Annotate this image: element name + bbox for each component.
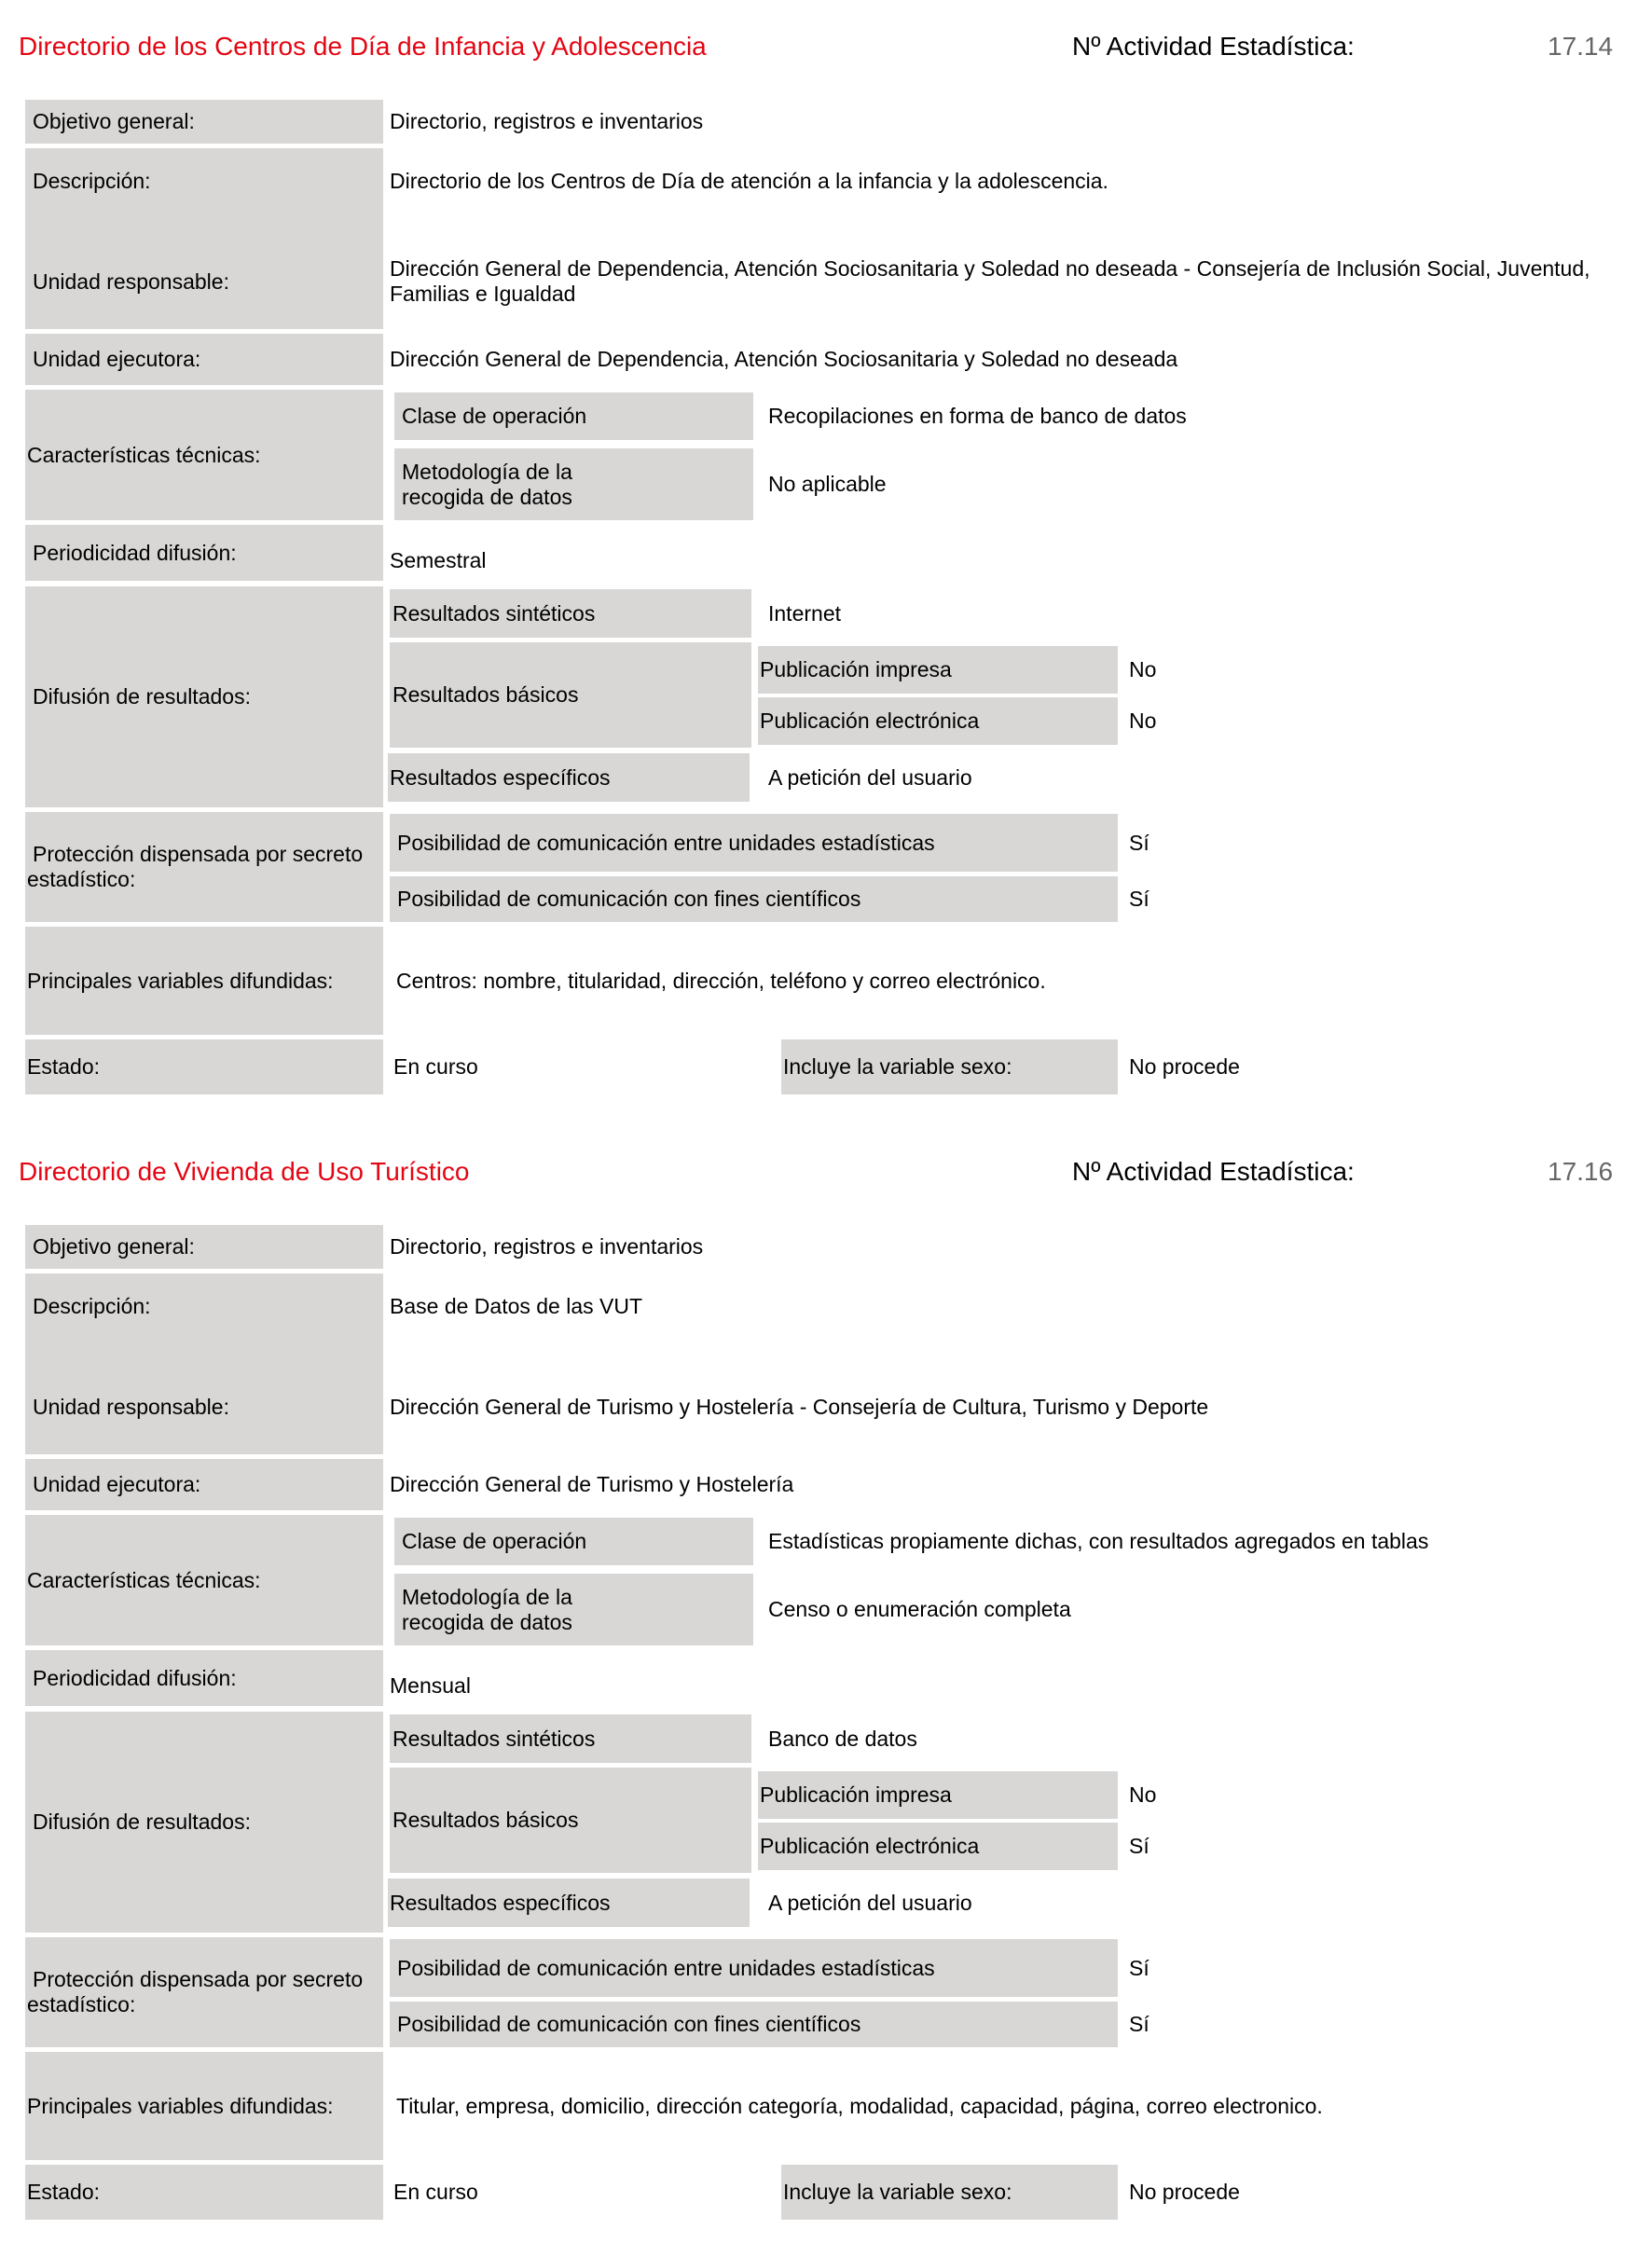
- publicacion-electronica-value: Sí: [1129, 1834, 1150, 1858]
- variables-difundidas-value: Titular, empresa, domicilio, dirección categoría, modalidad, capacidad, página, correo electronico.: [396, 2093, 1323, 2118]
- resultados-especificos-label: Resultados específicos: [388, 753, 750, 802]
- comunicacion-cientificos-label: Posibilidad de comunicación con fines científicos: [390, 2002, 1118, 2047]
- metodologia-label: Metodología de la recogida de datos: [394, 448, 753, 520]
- variable-sexo-value: No procede: [1129, 1054, 1240, 1079]
- objetivo-general-label: Objetivo general:: [25, 100, 383, 144]
- proteccion-secreto-label: Protección dispensada por secreto estadístico:: [25, 1937, 383, 2047]
- activity-number-label: Nº Actividad Estadística:: [1072, 1157, 1355, 1186]
- variable-sexo-label: Incluye la variable sexo:: [781, 2165, 1118, 2220]
- variable-sexo-value: No procede: [1129, 2180, 1240, 2204]
- metodologia-value: No aplicable: [768, 472, 887, 496]
- clase-operacion-value: Recopilaciones en forma de banco de datos: [768, 404, 1187, 428]
- difusion-resultados-label: Difusión de resultados:: [25, 586, 383, 807]
- caracteristicas-tecnicas-label: Características técnicas:: [25, 1515, 383, 1645]
- estado-value: En curso: [393, 2180, 478, 2204]
- publicacion-electronica-label: Publicación electrónica: [758, 1823, 1118, 1870]
- publicacion-impresa-value: No: [1129, 657, 1157, 681]
- statistical-activity-section: [0, 1125, 1652, 2244]
- clase-operacion-label: Clase de operación: [394, 392, 753, 440]
- estado-label: Estado:: [25, 2165, 383, 2220]
- unidad-responsable-value: Dirección General de Dependencia, Atención Sociosanitaria y Soledad no deseada - Consejería de Inclusión Social, Juventud, Familias e Igualdad: [390, 256, 1590, 306]
- objetivo-general-value: Directorio, registros e inventarios: [390, 1234, 704, 1259]
- unidad-ejecutora-value: Dirección General de Turismo y Hostelería: [390, 1472, 794, 1496]
- unidad-responsable-label: Unidad responsable:: [33, 1394, 229, 1419]
- comunicacion-cientificos-label: Posibilidad de comunicación con fines científicos: [390, 876, 1118, 922]
- periodicidad-label: Periodicidad difusión:: [25, 1650, 383, 1706]
- statistical-activity-section: [0, 0, 1652, 1119]
- estado-label: Estado:: [25, 1039, 383, 1094]
- metodologia-label: Metodología de la recogida de datos: [394, 1574, 753, 1645]
- resultados-sinteticos-label: Resultados sintéticos: [390, 589, 751, 638]
- activity-number: 17.16: [1548, 1157, 1614, 1186]
- descripcion-label: Descripción:: [33, 168, 151, 193]
- estado-value: En curso: [393, 1054, 478, 1079]
- resultados-sinteticos-value: Internet: [768, 600, 841, 626]
- publicacion-impresa-value: No: [1129, 1782, 1157, 1807]
- clase-operacion-label: Clase de operación: [394, 1518, 753, 1565]
- variables-difundidas-value: Centros: nombre, titularidad, dirección, teléfono y correo electrónico.: [396, 968, 1046, 993]
- publicacion-electronica-value: No: [1129, 709, 1157, 733]
- descripcion-value: Directorio de los Centros de Día de atención a la infancia y la adolescencia.: [390, 168, 1108, 193]
- difusion-resultados-label: Difusión de resultados:: [25, 1712, 383, 1933]
- variable-sexo-label: Incluye la variable sexo:: [781, 1039, 1118, 1094]
- periodicidad-label: Periodicidad difusión:: [25, 525, 383, 581]
- publicacion-impresa-label: Publicación impresa: [758, 1771, 1118, 1819]
- descripcion-label: Descripción:: [33, 1293, 151, 1318]
- comunicacion-unidades-value: Sí: [1129, 830, 1150, 855]
- variables-difundidas-label: Principales variables difundidas:: [25, 2052, 383, 2160]
- comunicacion-unidades-label: Posibilidad de comunicación entre unidades estadísticas: [390, 1939, 1118, 1997]
- activity-number-label: Nº Actividad Estadística:: [1072, 32, 1355, 61]
- objetivo-general-label: Objetivo general:: [25, 1225, 383, 1269]
- objetivo-general-value: Directorio, registros e inventarios: [390, 109, 704, 133]
- resultados-especificos-value: A petición del usuario: [768, 1890, 972, 1915]
- activity-number: 17.14: [1548, 32, 1614, 61]
- unidad-responsable-label: Unidad responsable:: [33, 268, 229, 294]
- descripcion-value: Base de Datos de las VUT: [390, 1293, 643, 1318]
- clase-operacion-value: Estadísticas propiamente dichas, con resultados agregados en tablas: [768, 1529, 1429, 1553]
- resultados-sinteticos-value: Banco de datos: [768, 1726, 917, 1751]
- unidad-ejecutora-label: Unidad ejecutora:: [25, 334, 383, 385]
- resultados-basicos-label: Resultados básicos: [390, 1768, 751, 1873]
- comunicacion-cientificos-value: Sí: [1129, 2012, 1150, 2036]
- metodologia-value: Censo o enumeración completa: [768, 1597, 1071, 1621]
- publicacion-impresa-label: Publicación impresa: [758, 646, 1118, 694]
- periodicidad-value: Mensual: [390, 1672, 471, 1698]
- comunicacion-unidades-label: Posibilidad de comunicación entre unidades estadísticas: [390, 814, 1118, 872]
- resultados-especificos-value: A petición del usuario: [768, 764, 972, 790]
- comunicacion-cientificos-value: Sí: [1129, 887, 1150, 911]
- unidad-ejecutora-value: Dirección General de Dependencia, Atención Sociosanitaria y Soledad no deseada: [390, 347, 1178, 371]
- resultados-sinteticos-label: Resultados sintéticos: [390, 1714, 751, 1763]
- unidad-ejecutora-label: Unidad ejecutora:: [25, 1459, 383, 1510]
- resultados-especificos-label: Resultados específicos: [388, 1879, 750, 1927]
- proteccion-secreto-label: Protección dispensada por secreto estadístico:: [25, 812, 383, 922]
- periodicidad-value: Semestral: [390, 547, 487, 572]
- variables-difundidas-label: Principales variables difundidas:: [25, 927, 383, 1035]
- section-title: Directorio de Vivienda de Uso Turístico: [19, 1157, 470, 1186]
- comunicacion-unidades-value: Sí: [1129, 1955, 1150, 1980]
- section-title: Directorio de los Centros de Día de Infancia y Adolescencia: [19, 32, 707, 61]
- resultados-basicos-label: Resultados básicos: [390, 642, 751, 748]
- publicacion-electronica-label: Publicación electrónica: [758, 697, 1118, 745]
- unidad-responsable-value: Dirección General de Turismo y Hostelería - Consejería de Cultura, Turismo y Deporte: [390, 1394, 1209, 1419]
- caracteristicas-tecnicas-label: Características técnicas:: [25, 390, 383, 520]
